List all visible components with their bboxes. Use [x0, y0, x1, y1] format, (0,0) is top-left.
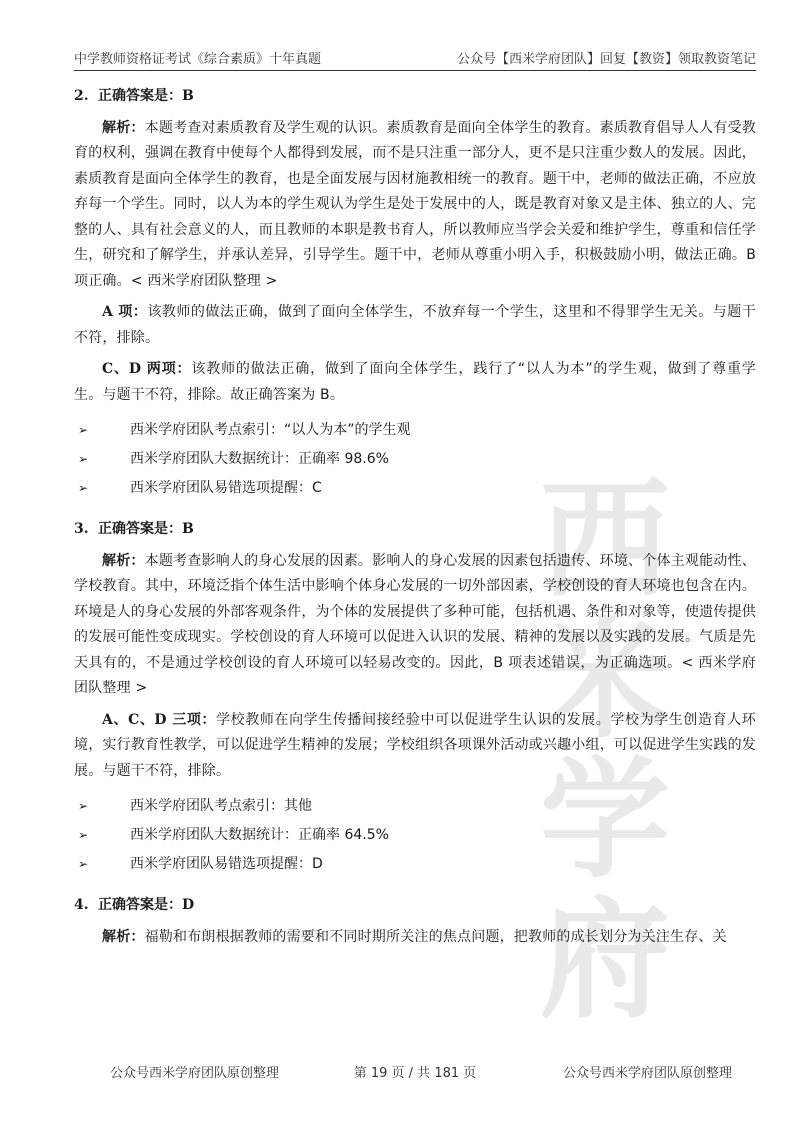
bullet-item: ➢ 西米学府团队易错选项提醒：D	[74, 850, 756, 879]
footer-right-note: 公众号西米学府团队原创整理	[562, 1066, 732, 1081]
arrow-bullet-icon: ➢	[78, 481, 89, 495]
question-3-option-acd: A、C、D 三项：学校教师在向学生传播间接经验中可以促进学生认识的发展。学校为学生创造育人环境，实行教育性教学，可以促进学生精神的发展；学校组织各项课外活动或兴趣小组，可以促进学生实践的发展。与题干不符，排除。	[74, 711, 756, 779]
footer-left-note: 公众号西米学府团队原创整理	[110, 1066, 280, 1081]
arrow-bullet-icon: ➢	[78, 828, 89, 842]
header-divider	[74, 70, 756, 71]
question-3-analysis: 解析：本题考查影响人的身心发展的因素。影响人的身心发展的因素包括遗传、环境、个体主观能动性、学校教育。其中，环境泛指个体生活中影响个体身心发展的一切外部因素，学校创设的育人环境也包含在内。环境是人的身心发展的外部客观条件，为个体的发展提供了多种可能，包括机遇、条件和对象等，使遗传提供的发展可能性变成现实。学校创设的育人环境可以促进入认识的发展、精神的发展以及实践的发展。气质是先天具有的，不是通过学校创设的育人环境可以轻易改变的。因此，B 项表述错误，为正确选项。< 西米学府团队整理 >	[74, 552, 756, 696]
question-4-answer: 4. 正确答案是：D	[74, 897, 195, 913]
question-2-analysis: 解析：本题考查对素质教育及学生观的认识。素质教育是面向全体学生的教育。素质教育倡导人人有受教育的权利，强调在教育中使每个人都得到发展，而不是只注重一部分人，更不是只注重少数人的发展。因此，素质教育是面向全体学生的教育，也是全面发展与因材施教相统一的教育。题干中，老师的做法正确，不应放弃每一个学生。同时，以人为本的学生观认为学生是处于发展中的人，既是教育对象又是主体、独立的人、完整的人、具有社会意义的人，而且教师的本职是教书育人，所以教师应当学会关爱和维护学生，尊重和信任学生，研究和了解学生，并承认差异，引导学生。题干中，老师从尊重小明入手，积极鼓励小明，做法正确。B 项正确。< 西米学府团队整理 >	[74, 119, 756, 289]
watermark-text: 西米学府	[540, 464, 671, 1036]
question-2-option-cd: C、D 两项：该教师的做法正确，做到了面向全体学生，践行了“以人为本”的学生观，做到了尊重学生。与题干不符，排除。故正确答案为 B。	[74, 361, 756, 403]
question-3-bullets	[74, 792, 756, 879]
question-2-option-a: A 项：该教师的做法正确，做到了面向全体学生，不放弃每一个学生，这里和不得罪学生无关。与题干不符，排除。	[74, 304, 756, 346]
bullet-item: ➢ 西米学府团队大数据统计：正确率 64.5%	[74, 821, 756, 850]
page-header	[74, 48, 756, 66]
page-number: 第 19 页 / 共 181 页	[353, 1066, 477, 1081]
bullet-item: ➢ 西米学府团队考点索引：“以人为本”的学生观	[74, 416, 756, 445]
arrow-bullet-icon: ➢	[78, 857, 89, 871]
document-body	[74, 80, 756, 956]
page-footer	[74, 1062, 756, 1080]
arrow-bullet-icon: ➢	[78, 423, 89, 437]
bullet-item: ➢ 西米学府团队易错选项提醒：C	[74, 474, 756, 503]
arrow-bullet-icon: ➢	[78, 452, 89, 466]
header-right-note: 公众号【西米学府团队】回复【教资】领取教资笔记	[456, 52, 756, 67]
question-4-analysis: 解析：福勒和布朗根据教师的需要和不同时期所关注的焦点问题，把教师的成长划分为关注生存、关	[102, 928, 727, 945]
question-3-answer: 3. 正确答案是：B	[74, 521, 194, 537]
question-2-bullets	[74, 416, 756, 503]
question-2-answer: 2. 正确答案是：B	[74, 88, 194, 104]
arrow-bullet-icon: ➢	[78, 799, 89, 813]
bullet-item: ➢ 西米学府团队考点索引：其他	[74, 792, 756, 821]
header-left-title: 中学教师资格证考试《综合素质》十年真题	[74, 52, 322, 67]
bullet-item: ➢ 西米学府团队大数据统计：正确率 98.6%	[74, 445, 756, 474]
